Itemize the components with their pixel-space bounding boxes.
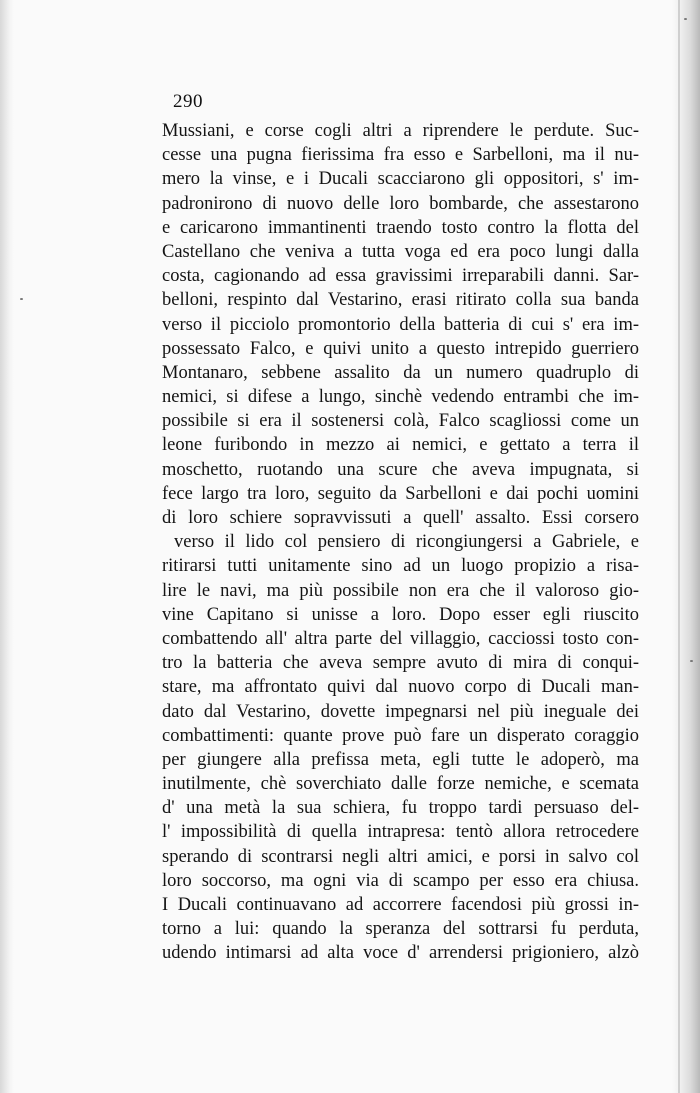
page-right-edge-shadow <box>672 0 700 1093</box>
text-line: per giungere alla prefissa meta, egli tutte le adoperò, ma <box>162 749 639 770</box>
scan-speck <box>690 660 693 662</box>
scan-speck <box>684 18 687 20</box>
text-line: torno a lui: quando la speranza del sottrarsi fu perduta, <box>162 919 639 940</box>
text-line: fece largo tra loro, seguito da Sarbelloni e dai pochi uomini <box>162 483 639 504</box>
text-line: ritirarsi tutti unitamente sino ad un luogo propizio a risa- <box>162 556 639 577</box>
text-line: mero la vinse, e i Ducali scacciarono gli oppositori, s' im- <box>162 169 639 190</box>
scan-speck <box>20 298 23 300</box>
text-line: combattendo all' altra parte del villaggio, cacciossi tosto con- <box>162 628 639 649</box>
text-line: di loro schiere sopravvissuti a quell' assalto. Essi corsero <box>162 508 639 528</box>
text-line: Mussiani, e corse cogli altri a riprendere le perdute. Suc- <box>162 121 639 141</box>
text-line: dato dal Vestarino, dovette impegnarsi nel più ineguale dei <box>162 701 639 722</box>
text-line: sperando di scontrarsi negli altri amici, e porsi in salvo col <box>162 846 639 867</box>
text-line: possibile si era il sostenersi colà, Falco scagliossi come un <box>162 411 639 432</box>
text-line: verso il picciolo promontorio della batteria di cui s' era im- <box>162 314 639 335</box>
page-left-edge-shadow <box>0 0 14 1093</box>
text-line: costa, cagionando ad essa gravissimi irreparabili danni. Sar- <box>162 266 639 287</box>
text-line: d' una metà la sua schiera, fu troppo tardi persuaso del- <box>162 798 639 819</box>
text-line: padronirono di nuovo delle loro bombarde, che assestarono <box>162 193 639 214</box>
text-line: stare, ma affrontato quivi dal nuovo corpo di Ducali man- <box>162 677 639 698</box>
text-line: Montanaro, sebbene assalito da un numero quadruplo di <box>162 362 639 383</box>
text-line: cesse una pugna fierissima fra esso e Sarbelloni, ma il nu- <box>162 145 639 166</box>
text-line: Castellano che veniva a tutta voga ed era poco lungi dalla <box>162 241 639 262</box>
text-line: vine Capitano si unisse a loro. Dopo esser egli riuscito <box>162 604 639 625</box>
text-line: l' impossibilità di quella intrapresa: tentò allora retrocedere <box>162 822 639 843</box>
text-line: lire le navi, ma più possibile non era che il valoroso gio- <box>162 580 639 601</box>
text-line: leone furibondo in mezzo ai nemici, e gettato a terra il <box>162 435 639 456</box>
text-line: udendo intimarsi ad alta voce d' arrendersi prigioniero, alzò <box>162 943 639 964</box>
body-text <box>162 119 639 966</box>
text-line: belloni, respinto dal Vestarino, erasi ritirato colla sua banda <box>162 290 639 311</box>
text-line: I Ducali continuavano ad accorrere facendosi più grossi in- <box>162 895 639 915</box>
text-line: e caricarono immantinenti traendo tosto contro la flotta del <box>162 217 639 238</box>
text-line: nemici, si difese a lungo, sinchè vedendo entrambi che im- <box>162 387 639 408</box>
page-binding-line <box>678 0 680 1093</box>
text-line: verso il lido col pensiero di ricongiungersi a Gabriele, e <box>174 532 639 553</box>
text-line: loro soccorso, ma ogni via di scampo per esso era chiusa. <box>162 870 639 891</box>
text-line: moschetto, ruotando una scure che aveva impugnata, si <box>162 459 639 480</box>
text-line: possessato Falco, e quivi unito a questo intrepido guerriero <box>162 338 639 359</box>
text-line: combattimenti: quante prove può fare un disperato coraggio <box>162 725 639 746</box>
page-number: 290 <box>173 91 203 112</box>
text-line: tro la batteria che aveva sempre avuto di mira di conqui- <box>162 653 639 674</box>
text-line: inutilmente, chè soverchiato dalle forze nemiche, e scemata <box>162 774 639 795</box>
